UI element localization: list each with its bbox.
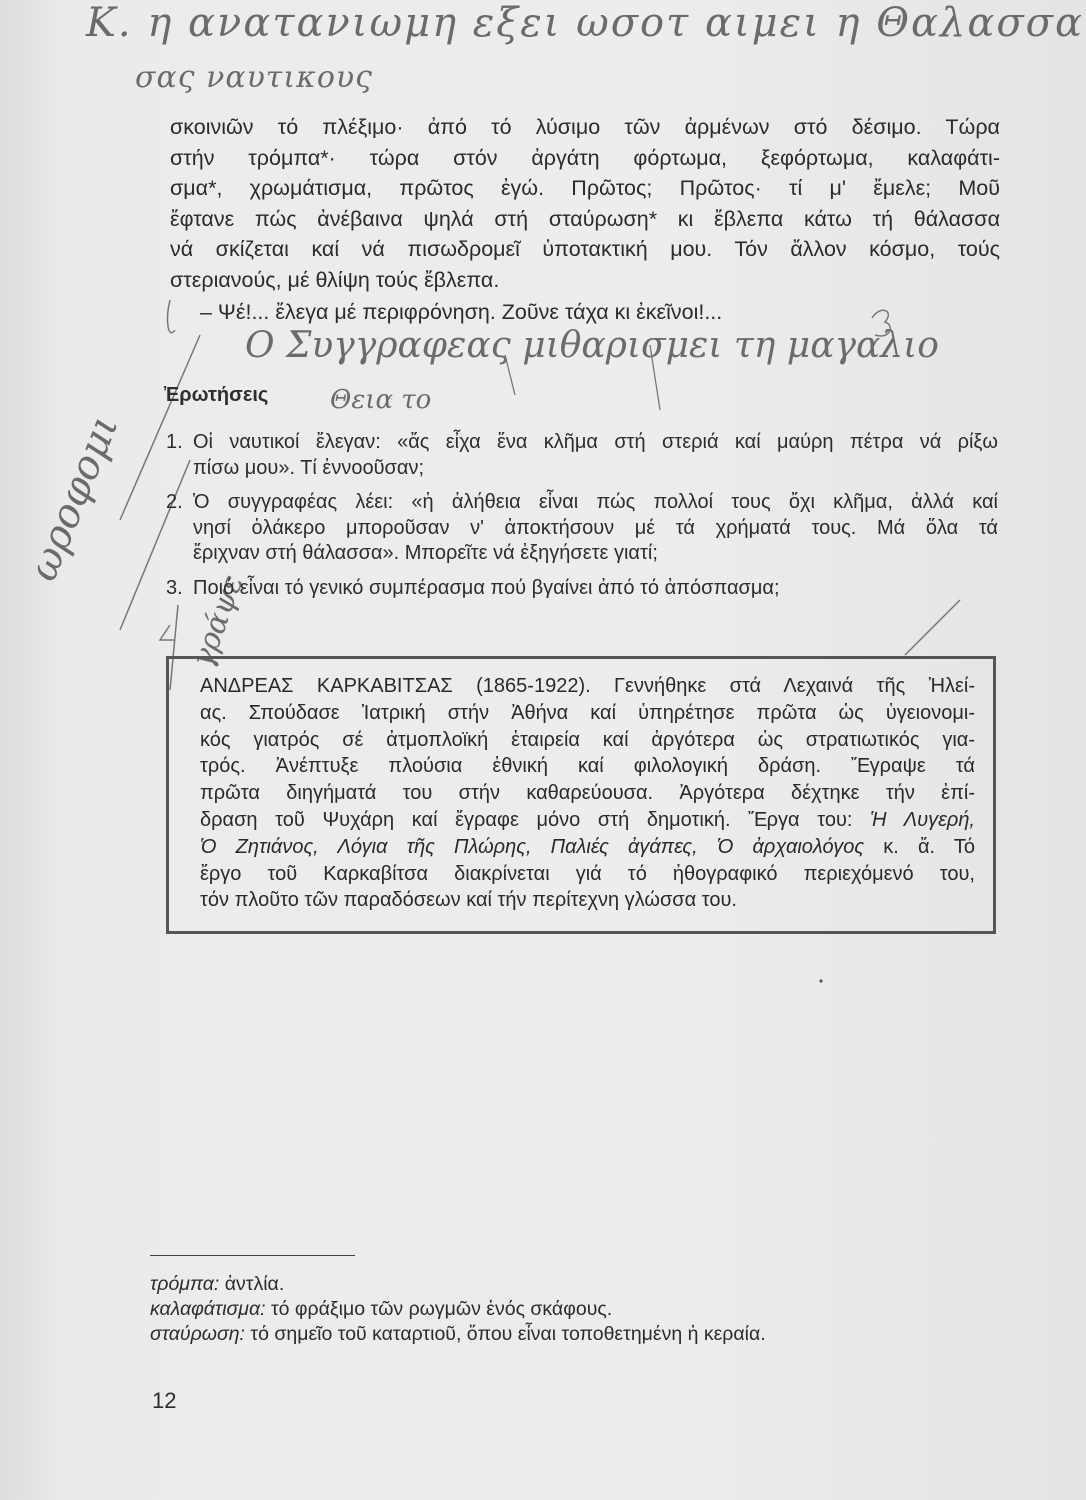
bio-work-titles: Ὁ Ζητιάνος, Λόγια τῆς Πλώρης, Παλιές ἀγάπες, Ὁ ἀρχαιολόγος: [200, 835, 865, 858]
question-line: νησί ὁλάκερο μποροῦσαν ν' ἀποκτήσουν μέ τά χρήματά τους. Μά ὅλα τά: [193, 516, 998, 539]
page-number: 12: [152, 1388, 177, 1413]
handwritten-note-top: Κ. η ανατανιωμη εξει ωσοτ αιμει η Θαλασσα: [86, 0, 1084, 46]
handwritten-margin-note: ωροφομι: [20, 408, 128, 588]
bio-text-run: κ. ἄ. Τό: [864, 835, 975, 858]
footnote-definition: τό σημεῖο τοῦ καταρτιοῦ, ὅπου εἶναι τοποθετημένη ἡ κεραία.: [244, 1323, 766, 1345]
handwritten-margin-note-2: γράψε: [185, 570, 251, 672]
question-number: 1.: [166, 431, 183, 453]
text-line: στήν τρόμπα*· τώρα στόν ἀργάτη φόρτωμα, ξεφόρτωμα, καλαφάτι-: [170, 145, 1000, 170]
footnote-term: τρόμπα:: [150, 1273, 220, 1295]
bio-line: ΑΝΔΡΕΑΣ ΚΑΡΚΑΒΙΤΣΑΣ (1865-1922). Γεννήθηκε στά Λεχαινά τῆς Ἠλεί-: [200, 675, 975, 697]
question-number: 3.: [166, 576, 183, 599]
bio-line: ας. Σπούδασε Ἰατρική στήν Ἀθήνα καί ὑπηρέτησε πρῶτα ὡς ὑγειονομι-: [200, 701, 975, 724]
bio-line: [200, 834, 975, 861]
footnote-rule: [150, 1255, 355, 1256]
question-line: Οἱ ναυτικοί ἔλεγαν: «ἄς εἶχα ἕνα κλῆμα στή στεριά καί μαύρη πέτρα νά ρίξω: [193, 431, 998, 453]
question-item: [163, 576, 998, 602]
question-item: [163, 430, 998, 481]
bio-line: τόν πλοῦτο τῶν παραδόσεων καί τήν περίτεχνη γλώσσα του.: [200, 889, 737, 912]
narrative-text: [170, 112, 1000, 328]
text-line: στεριανούς, μέ θλίψη τούς ἔβλεπα.: [170, 267, 500, 292]
text-line: σμα*, χρωμάτισμα, πρῶτος ἐγώ. Πρῶτος; Πρῶτος· τί μ' ἔμελε; Μοῦ: [170, 176, 1000, 200]
text-line: νά σκίζεται καί νά πισωδρομεῖ ὑποτακτική μου. Τόν ἄλλον κόσμο, τούς: [170, 237, 1000, 261]
question-line: Ποιό εἶναι τό γενικό συμπέρασμα πού βγαίνει ἀπό τό ἀπόσπασμα;: [193, 576, 780, 599]
handwritten-note-middle: Ο Συγγραφεας μιθαρισμει τη μαγαλιο: [245, 325, 939, 366]
text-line: ἔφτανε πώς ἀνέβαινα ψηλά στή σταύρωση* κι ἔβλεπα κάτω τή θάλασσα: [170, 206, 1000, 231]
author-bio-text: [200, 673, 975, 914]
questions-heading: Ἐρωτήσεις: [164, 384, 269, 406]
question-line: ἔριχναν στή θάλασσα». Μπορεῖτε νά ἐξηγήσετε γιατί;: [193, 542, 658, 564]
text-line: σκοινιῶν τό πλέξιμο· ἀπό τό λύσιμο τῶν ἀρμένων στό δέσιμο. Τώρα: [170, 115, 1000, 139]
bio-text-run: δραση τοῦ Ψυχάρη καί ἔγραφε μόνο στή δημοτική. Ἔργα του:: [200, 808, 871, 831]
footnote-term: καλαφάτισμα:: [150, 1298, 266, 1320]
footnote: [150, 1272, 1010, 1297]
bio-line: ἔργο τοῦ Καρκαβίτσα διακρίνεται γιά τό ἠθογραφικό περιεχόμενό του,: [200, 862, 975, 885]
question-line: Ὁ συγγραφέας λέει: «ἡ ἀλήθεια εἶναι πώς πολλοί τους ὄχι κλῆμα, ἀλλά καί: [193, 491, 998, 513]
bio-line: κός γιατρός σέ ἀτμοπλοϊκή ἑταιρεία καί ἀργότερα ὡς στρατιωτικός για-: [200, 728, 975, 751]
bio-work-title: Ἡ Λυγερή,: [870, 808, 975, 831]
handwritten-note-middle-2: Θεια το: [330, 385, 432, 415]
question-line: πίσω μου». Τί ἐννοοῦσαν;: [193, 456, 424, 479]
footnote: [150, 1322, 1010, 1347]
footnotes: [150, 1272, 1010, 1347]
bio-line: τρός. Ἀνέπτυξε πλούσια ἐθνική καί φιλολογική δράση. Ἔγραψε τά: [200, 755, 975, 778]
bio-line: [200, 807, 975, 834]
bio-line: πρῶτα διηγήματά του στήν καθαρεύουσα. Ἀργότερα δέχτηκε τήν ἐπί-: [200, 782, 975, 805]
handwritten-note-top-2: σας ναυτικους: [135, 60, 373, 95]
questions-list: [163, 430, 998, 610]
question-item: [163, 490, 998, 567]
footnote-definition: τό φράξιμο τῶν ρωγμῶν ἑνός σκάφους.: [265, 1298, 613, 1320]
footnote: [150, 1297, 1010, 1322]
footnote-term: σταύρωση:: [150, 1323, 245, 1345]
dialog-line: – Ψέ!... ἔλεγα μέ περιφρόνηση. Ζοῦνε τάχα κι ἐκεῖνοι!...: [200, 300, 723, 324]
question-number: 2.: [166, 491, 183, 513]
footnote-definition: ἀντλία.: [219, 1273, 285, 1295]
